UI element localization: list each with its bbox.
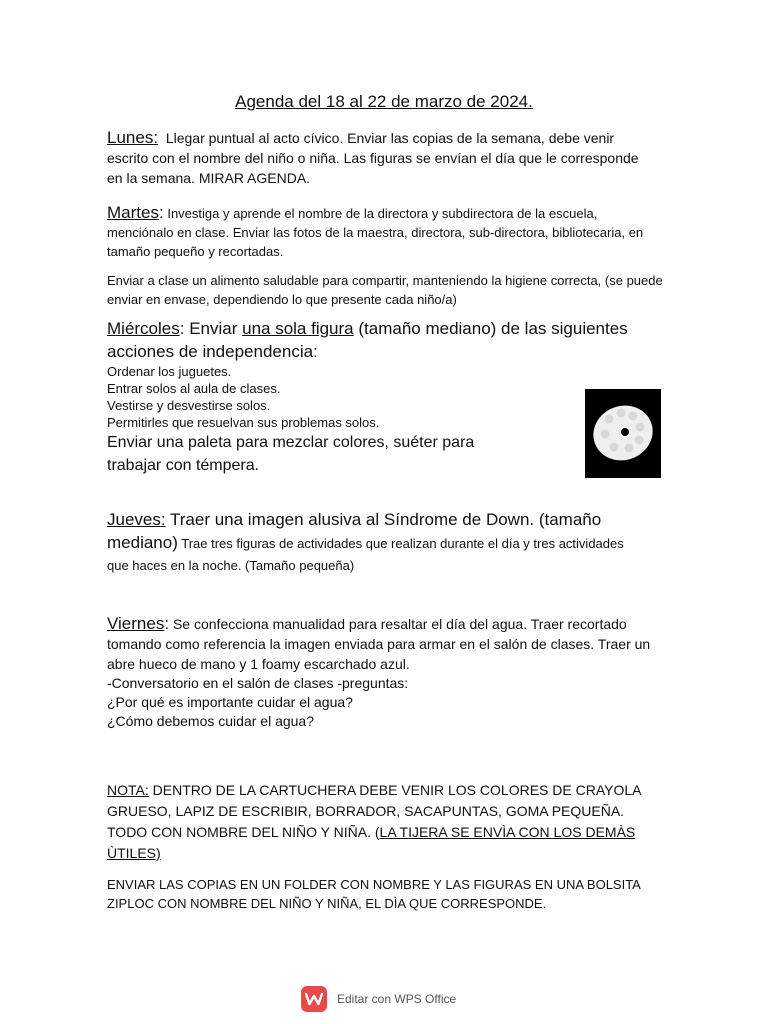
final-text: ENVIAR LAS COPIAS EN UN FOLDER CON NOMBRE Y LAS FIGURAS EN UNA BOLSITA ZIPLOC CON NOMBRE DEL NIÑO Y NIÑA, EL DÌA QUE CORRESPONDE. [107, 877, 641, 911]
page-title: Agenda del 18 al 22 de marzo de 2024. [235, 92, 533, 111]
friday-label: Viernes [107, 614, 165, 633]
palette-icon [585, 389, 661, 478]
thursday-text-big: Traer una imagen alusiva al Síndrome de Down. (tamaño mediano) [107, 510, 602, 552]
final-note [107, 875, 667, 913]
note-text: DENTRO DE LA CARTUCHERA DEBE VENIR LOS COLORES DE CRAYOLA GRUESO, LAPIZ DE ESCRIBIR, BORRADOR, SACAPUNTAS, GOMA PEQUEÑA. TODO CON NOMBRE DEL NIÑO Y NIÑA. ( [107, 782, 641, 840]
list-item: Ordenar los juguetes. [107, 364, 232, 379]
wednesday-section [107, 317, 667, 477]
friday-questions [107, 674, 652, 731]
list-item: Entrar solos al aula de clases. [107, 381, 281, 396]
list-item: -Conversatorio en el salón de clases -preguntas: [107, 675, 409, 691]
wednesday-list [107, 363, 667, 431]
wednesday-extra: Enviar una paleta para mezclar colores, suéter para trabajar con témpera. [107, 434, 475, 474]
friday-colon: : [164, 614, 170, 633]
tuesday-label: Martes [107, 203, 159, 222]
wednesday-label: Miércoles [107, 319, 180, 338]
friday-section [107, 614, 652, 731]
wednesday-underlined: una sola figura [242, 319, 354, 338]
monday-label: Lunes: [107, 128, 159, 147]
tuesday-extra-note: (se puede enviar en envase, dependiendo lo que presente cada niño/a) [107, 273, 663, 307]
thursday-label: Jueves: [107, 510, 166, 529]
note-section [107, 780, 657, 864]
note-underlined: LA TIJERA SE ENVÌA CON LOS DEMÀS ÙTILES) [107, 824, 636, 861]
wps-w-icon [301, 986, 327, 1012]
note-label: NOTA: [107, 782, 149, 798]
wednesday-text-a: : Enviar [179, 319, 243, 338]
wednesday-text-b: (tamaño mediano) de las siguientes acciones de independencia: [107, 319, 628, 361]
list-item: Vestirse y desvestirse solos. [107, 398, 271, 413]
list-item: ¿Cómo debemos cuidar el agua? [107, 713, 315, 729]
wps-edit-button[interactable] [301, 985, 456, 1013]
list-item: ¿Por qué es importante cuidar el agua? [107, 694, 353, 710]
tuesday-section [107, 203, 667, 309]
tuesday-extra: Enviar a clase un alimento saludable para compartir, manteniendo la higiene correcta, [107, 273, 605, 288]
wps-edit-label: Editar con WPS Office [337, 992, 457, 1006]
tuesday-colon: : [158, 203, 164, 222]
list-item: Permitirles que resuelvan sus problemas solos. [107, 415, 380, 430]
friday-text: Se confecciona manualidad para resaltar el día del agua. Traer recortado tomando como referencia la imagen enviada para armar en el salón de clases. Traer un abre hueco de mano y 1 foamy escarchado azul. [107, 616, 651, 672]
monday-text: Llegar puntual al acto cívico. Enviar las copias de la semana, debe venir escrito con el nombre del niño o niña. Las figuras se envían el día que le corresponde en la semana. MIRAR AGENDA. [107, 130, 639, 186]
thursday-text-small: Trae tres figuras de actividades que realizan durante el día y tres actividades que haces en la noche. (Tamaño pequeña) [107, 536, 624, 573]
paint-palette-image [585, 389, 661, 478]
monday-section [107, 128, 647, 188]
thursday-section [107, 509, 647, 577]
tuesday-text: Investiga y aprende el nombre de la directora y subdirectora de la escuela, menciónalo en clase. Enviar las fotos de la maestra, directora, sub-directora, bibliotecaria, en tamaño pequeño y recortadas. [107, 206, 644, 259]
